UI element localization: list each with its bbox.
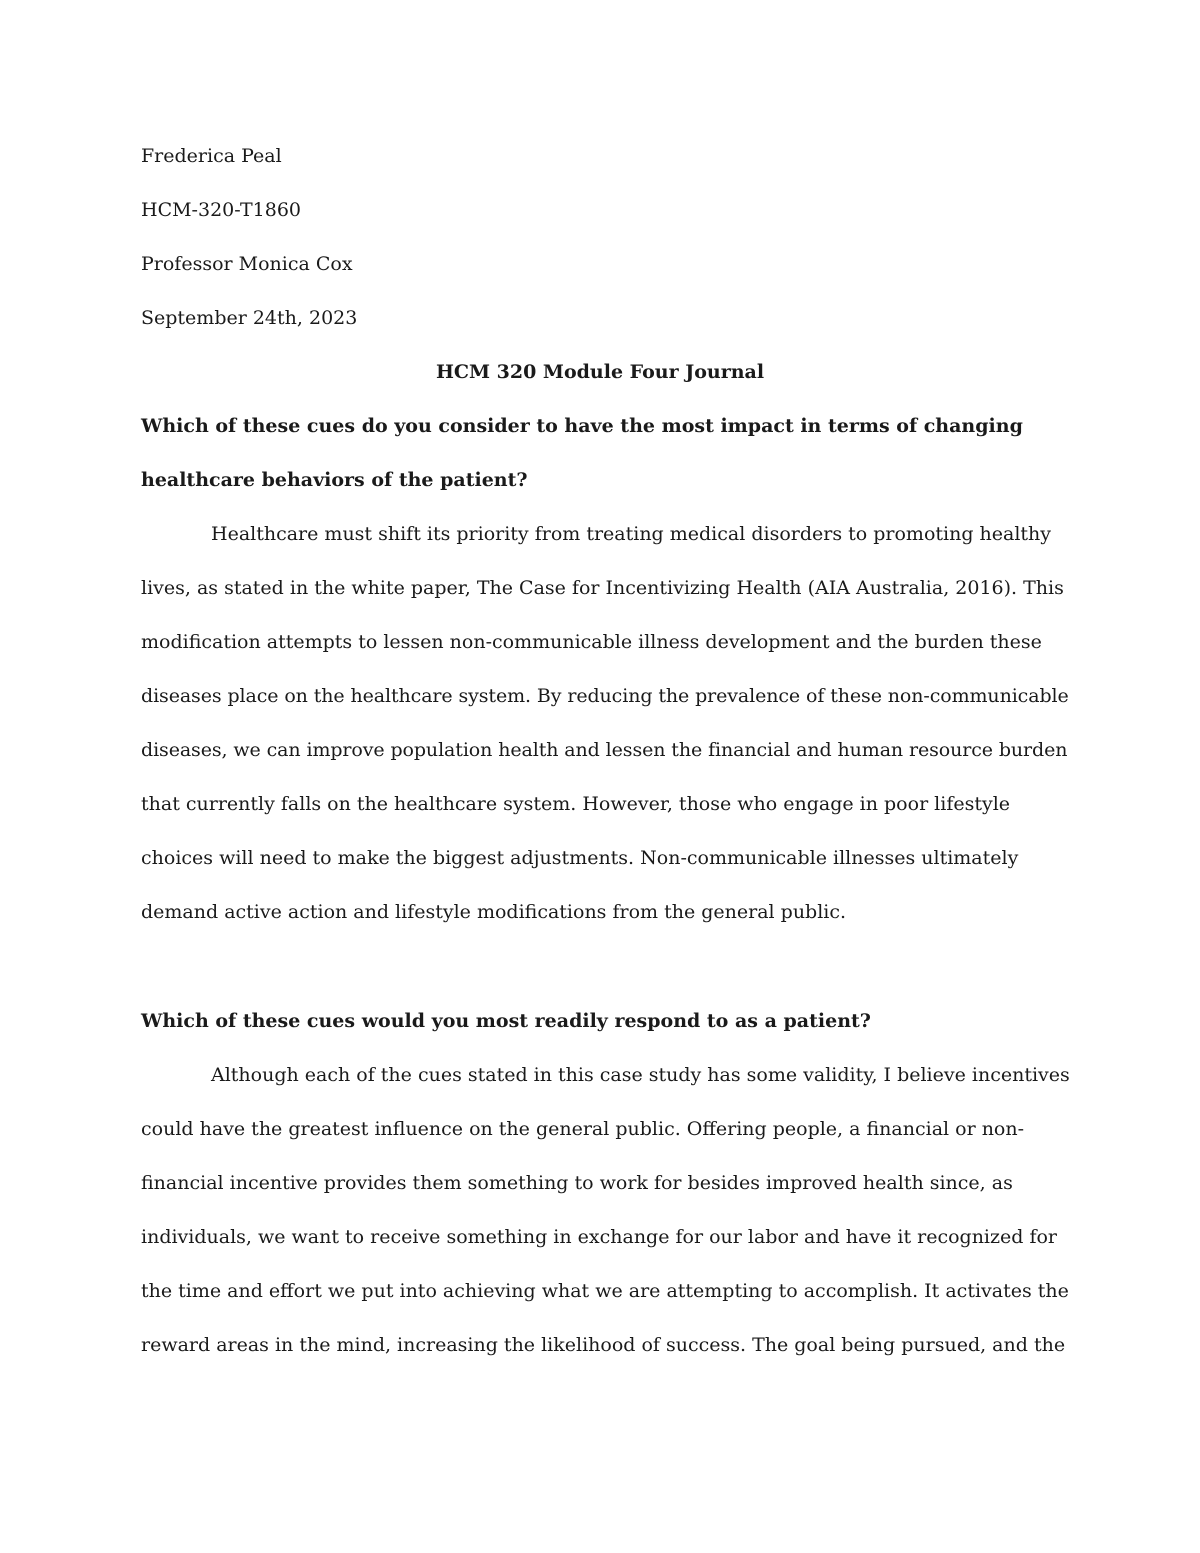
paragraph-1-line: demand active action and lifestyle modifications from the general public. (141, 901, 847, 923)
paragraph-1-line: that currently falls on the healthcare system. However, those who engage in poor lifestyle (141, 793, 1011, 815)
paragraph-1-line: modification attempts to lessen non-communicable illness development and the burden these (141, 631, 1042, 653)
question-1-line-1: Which of these cues do you consider to have the most impact in terms of changing (141, 415, 1023, 437)
question-2: Which of these cues would you most readily respond to as a patient? (141, 1010, 871, 1032)
paragraph-2-line: the time and effort we put into achieving what we are attempting to accomplish. It activates the (141, 1280, 1069, 1302)
paragraph-2-line: Although each of the cues stated in this case study has some validity, I believe incentives (211, 1064, 1070, 1086)
professor-name: Professor Monica Cox (141, 253, 353, 275)
paragraph-2-line: reward areas in the mind, increasing the likelihood of success. The goal being pursued, and the (141, 1334, 1066, 1356)
submission-date: September 24th, 2023 (141, 307, 358, 329)
question-1-line-2: healthcare behaviors of the patient? (141, 469, 528, 491)
paragraph-1-line: lives, as stated in the white paper, The Case for Incentivizing Health (AIA Australia, 2016). This (141, 577, 1064, 599)
course-code: HCM-320-T1860 (141, 199, 302, 221)
paragraph-1-line: choices will need to make the biggest adjustments. Non-communicable illnesses ultimately (141, 847, 1019, 869)
paragraph-1-line: diseases place on the healthcare system. By reducing the prevalence of these non-communicable (141, 685, 1069, 707)
paragraph-2-line: individuals, we want to receive something in exchange for our labor and have it recognized for (141, 1226, 1058, 1248)
paragraph-1-line: Healthcare must shift its priority from treating medical disorders to promoting healthy (211, 523, 1052, 545)
paragraph-2-line: could have the greatest influence on the general public. Offering people, a financial or non- (141, 1118, 1025, 1140)
student-name: Frederica Peal (141, 145, 282, 167)
document-title: HCM 320 Module Four Journal (435, 361, 765, 383)
paragraph-1-line: diseases, we can improve population health and lessen the financial and human resource burden (141, 739, 1068, 761)
paragraph-2-line: financial incentive provides them something to work for besides improved health since, as (141, 1172, 1013, 1194)
